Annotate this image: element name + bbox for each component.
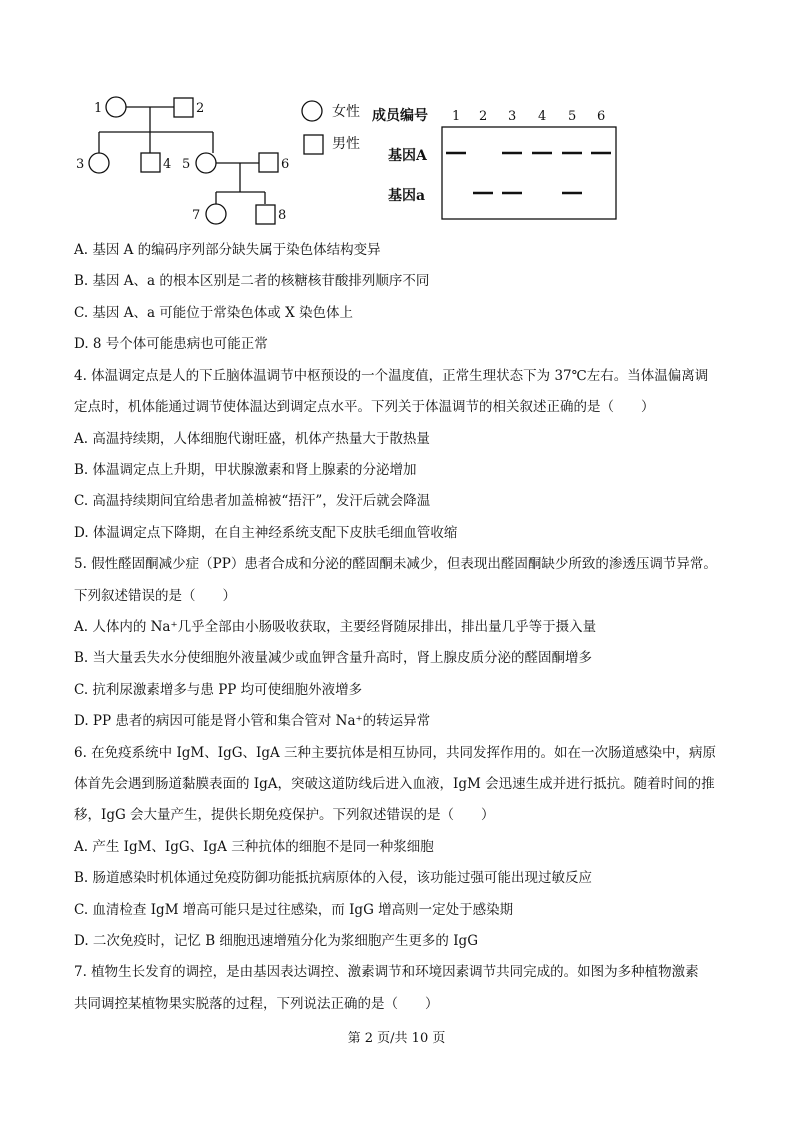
id-8: 8 [278, 208, 287, 223]
member-4-male [141, 153, 160, 172]
id-2: 2 [196, 101, 205, 116]
lane-3: 3 [508, 109, 517, 124]
id-6: 6 [281, 157, 290, 172]
q3-option-d: D. 8 号个体可能患病也可能正常 [74, 336, 268, 352]
q4-stem-line2: 定点时，机体能通过调节使体温达到调定点水平。下列关于体温调节的相关叙述正确的是（ ） [74, 399, 655, 415]
member-6-male [259, 153, 278, 172]
q5-option-c: C. 抗利尿激素增多与患 PP 均可使细胞外液增多 [74, 682, 363, 698]
q5-stem-line1: 5. 假性醛固酮减少症（PP）患者合成和分泌的醛固酮未减少，但表现出醛固酮缺少所致的渗透压调节异常。 [74, 556, 717, 572]
q5-stem-line2: 下列叙述错误的是（ ） [74, 588, 236, 604]
id-3: 3 [76, 157, 85, 172]
id-4: 4 [163, 157, 172, 172]
gene-A-label: 基因A [388, 148, 427, 164]
lane-4: 4 [538, 109, 547, 124]
member-3-female [89, 153, 109, 173]
q6-stem-line1: 6. 在免疫系统中 IgM、IgG、IgA 三种主要抗体是相互协同，共同发挥作用的。如在一次肠道感染中，病原 [74, 745, 717, 761]
legend-female-label: 女性 [332, 104, 360, 120]
id-7: 7 [192, 208, 201, 223]
gene-a-label: 基因a [388, 188, 426, 204]
q6-option-b: B. 肠道感染时机体通过免疫防御功能抵抗病原体的入侵，该功能过强可能出现过敏反应 [74, 870, 593, 886]
pedigree-and-gel-figure [70, 90, 630, 230]
legend-male-label: 男性 [332, 136, 360, 152]
lane-6: 6 [597, 109, 606, 124]
q6-stem-line3: 移，IgG 会大量产生，提供长期免疫保护。下列叙述错误的是（ ） [74, 807, 495, 823]
q5-option-a: A. 人体内的 Na⁺几乎全部由小肠吸收获取，主要经肾随尿排出，排出量几乎等于摄入量 [74, 619, 597, 635]
q6-option-c: C. 血清检查 IgM 增高可能只是过往感染，而 IgG 增高则一定处于感染期 [74, 902, 514, 918]
member-1-female [106, 97, 126, 117]
q3-option-c: C. 基因 A、a 可能位于常染色体或 X 染色体上 [74, 305, 354, 321]
q4-stem-line1: 4. 体温调定点是人的下丘脑体温调节中枢预设的一个温度值，正常生理状态下为 37℃左右。当体温偏离调 [74, 368, 709, 384]
gel-box [442, 127, 616, 219]
lane-2: 2 [479, 109, 488, 124]
member-8-male [256, 205, 275, 224]
figure-svg [70, 90, 630, 230]
q4-option-c: C. 高温持续期间宜给患者加盖棉被“捂汗”，发汗后就会降温 [74, 493, 431, 509]
q3-option-a: A. 基因 A 的编码序列部分缺失属于染色体结构变异 [74, 242, 381, 258]
q7-stem-line1: 7. 植物生长发育的调控，是由基因表达调控、激素调节和环境因素调节共同完成的。如图为多种植物激素 [74, 964, 699, 980]
gel-header: 成员编号 [372, 108, 428, 124]
id-5: 5 [182, 157, 191, 172]
q5-option-b: B. 当大量丢失水分使细胞外液量减少或血钾含量升高时，肾上腺皮质分泌的醛固酮增多 [74, 650, 593, 666]
page-footer: 第 2 页/共 10 页 [347, 1031, 446, 1046]
lane-5: 5 [568, 109, 577, 124]
q4-option-b: B. 体温调定点上升期，甲状腺激素和肾上腺素的分泌增加 [74, 462, 417, 478]
id-1: 1 [94, 101, 103, 116]
q5-option-d: D. PP 患者的病因可能是肾小管和集合管对 Na⁺的转运异常 [74, 713, 431, 729]
legend-female-symbol [302, 101, 322, 121]
q6-option-d: D. 二次免疫时，记忆 B 细胞迅速增殖分化为浆细胞产生更多的 IgG [74, 933, 478, 949]
q6-option-a: A. 产生 IgM、IgG、IgA 三种抗体的细胞不是同一种浆细胞 [74, 839, 434, 855]
member-5-female [196, 153, 216, 173]
member-2-male [174, 98, 193, 117]
q4-option-d: D. 体温调定点下降期，在自主神经系统支配下皮肤毛细血管收缩 [74, 525, 458, 541]
pedigree-lines [99, 107, 265, 204]
legend-male-symbol [304, 135, 323, 154]
lane-1: 1 [452, 109, 461, 124]
gel-lane-numbers [452, 109, 605, 124]
member-7-female [206, 204, 226, 224]
q3-option-b: B. 基因 A、a 的根本区别是二者的核糖核苷酸排列顺序不同 [74, 273, 430, 289]
q4-option-a: A. 高温持续期，人体细胞代谢旺盛，机体产热量大于散热量 [74, 431, 430, 447]
q6-stem-line2: 体首先会遇到肠道黏膜表面的 IgA，突破这道防线后进入血液，IgM 会迅速生成并进行抵抗。随着时间的推 [74, 776, 715, 792]
q7-stem-line2: 共同调控某植物果实脱落的过程，下列说法正确的是（ ） [74, 996, 439, 1012]
